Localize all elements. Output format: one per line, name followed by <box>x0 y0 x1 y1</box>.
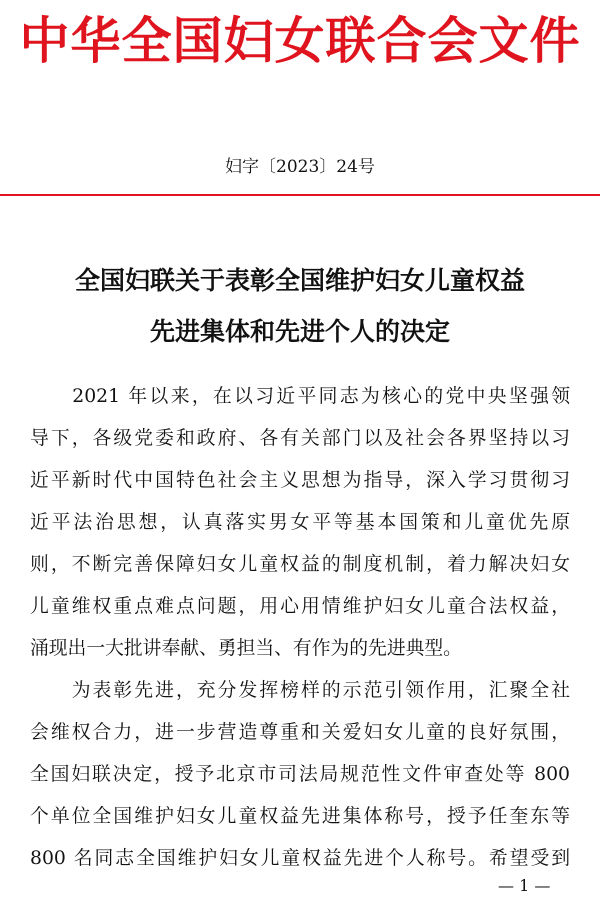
body-text-line: 近平法治思想，认真落实男女平等基本国策和儿童优先原 <box>30 512 570 533</box>
page-number: — 1 — <box>498 876 551 895</box>
body-text-line: 为表彰先进，充分发挥榜样的示范引领作用，汇聚全社 <box>30 680 570 701</box>
document-title-line: 先进集体和先进个人的决定 <box>149 317 450 346</box>
document-number: 妇字〔2023〕24号 <box>225 157 375 177</box>
red-separator-line <box>0 194 600 196</box>
body-text-line: 则，不断完善保障妇女儿童权益的制度机制，着力解决妇女 <box>30 554 570 575</box>
document-masthead: 中华全国妇女联合会文件 <box>19 11 581 70</box>
body-text-line: 800 名同志全国维护妇女儿童权益先进个人称号。希望受到 <box>30 848 570 869</box>
document-title-line: 全国妇联关于表彰全国维护妇女儿童权益 <box>74 266 525 295</box>
body-text-line: 2021 年以来，在以习近平同志为核心的党中央坚强领 <box>30 386 570 407</box>
body-text-line: 涌现出一大批讲奉献、勇担当、有作为的先进典型。 <box>30 638 462 659</box>
body-text-line: 儿童维权重点难点问题，用心用情维护妇女儿童合法权益， <box>30 596 570 617</box>
body-text-line: 全国妇联决定，授予北京市司法局规范性文件审查处等 800 <box>30 764 570 785</box>
body-text-line: 近平新时代中国特色社会主义思想为指导，深入学习贯彻习 <box>30 470 570 491</box>
body-text-line: 个单位全国维护妇女儿童权益先进集体称号，授予任奎东等 <box>30 806 570 827</box>
body-text-line: 会维权合力，进一步营造尊重和关爱妇女儿童的良好氛围， <box>30 722 570 743</box>
body-text-line: 导下，各级党委和政府、各有关部门以及社会各界坚持以习 <box>30 428 570 449</box>
